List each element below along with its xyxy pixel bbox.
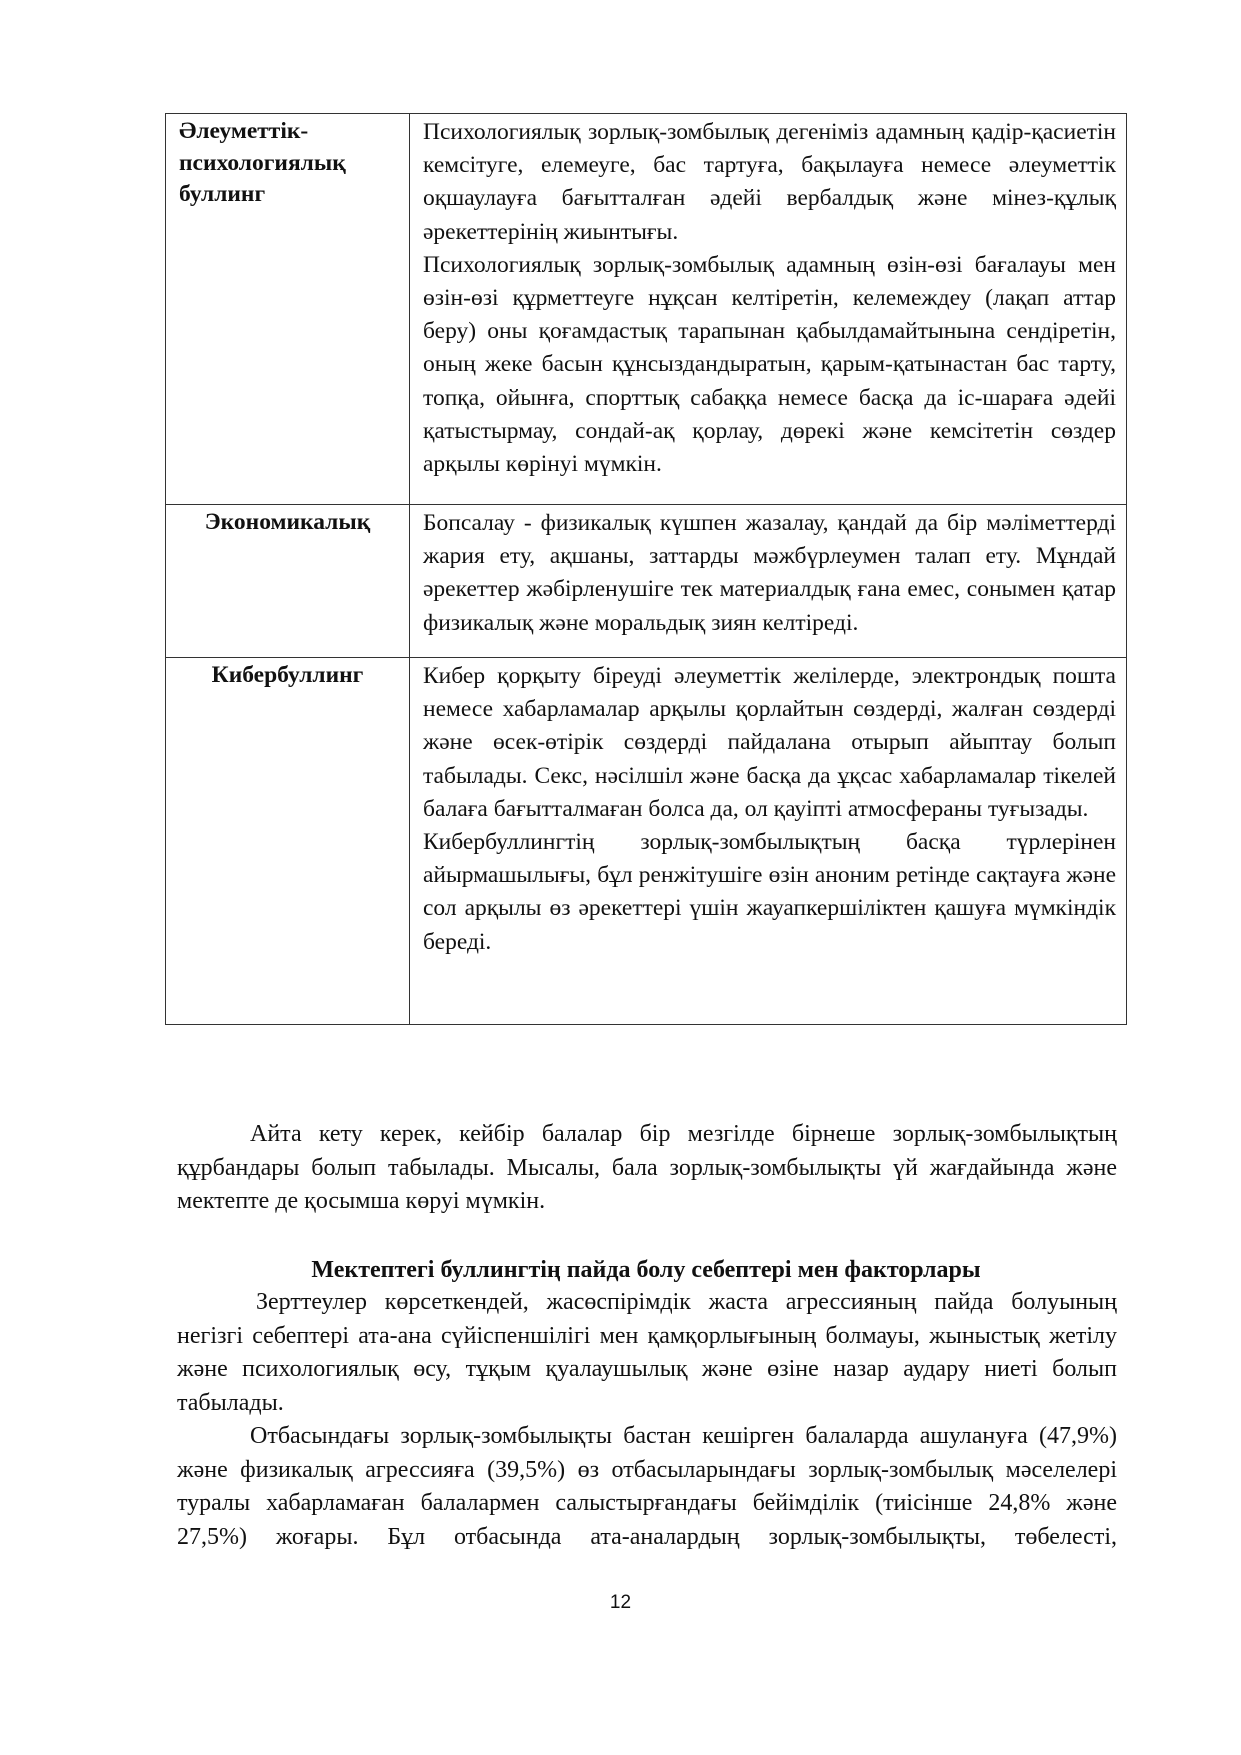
bullying-types-table bbox=[165, 113, 1127, 1025]
term-cell bbox=[166, 658, 410, 1025]
body-paragraph: Отбасындағы зорлық-зомбылықты бастан кешірген балаларда ашулануға (47,9%) және физикалық агрессияға (39,5%) өз отбасыларындағы зорлық-зомбылық мәселелері туралы хабарламаған балалармен салыстырғандағы бейімділік (тиісінше 24,8% және 27,5%) жоғары. Бұл отбасында ата-аналардың зорлық-зомбылықты, төбелесті, bbox=[177, 1423, 1117, 1550]
table-row bbox=[166, 658, 1127, 1025]
description-cell bbox=[410, 658, 1127, 1025]
body-paragraph: Айта кету керек, кейбір балалар бір мезгілде бірнеше зорлық-зомбылықтың құрбандары болып табылады. Мысалы, бала зорлық-зомбылықты үй жағдайында және мектепте де қосымша көруі мүмкін. bbox=[177, 1121, 1117, 1214]
section-body bbox=[177, 1286, 1117, 1554]
description-paragraph: Кибер қорқыту біреуді әлеуметтік желілерде, электрондық пошта немесе хабарламалар арқылы қорлайтын сөздерді, жалған сөздерді және өсек-өтірік сөздерді пайдалана отырып айыптау болып табылады. Секс, нәсілшіл және басқа да ұқсас хабарламалар тікелей балаға бағытталмаған болса да, ол қауіпті атмосфераны туғызады. bbox=[423, 663, 1116, 822]
term-cell bbox=[166, 505, 410, 658]
section-heading: Мектептегі буллингтің пайда болу себептері мен факторлары bbox=[311, 1257, 981, 1283]
page-number: 12 bbox=[609, 1592, 632, 1613]
term-label: Әлеуметтік-психологиялық буллинг bbox=[179, 118, 346, 207]
term-label: Экономикалық bbox=[204, 509, 371, 535]
term-label: Кибербуллинг bbox=[211, 662, 364, 688]
description-paragraph: Психологиялық зорлық-зомбылық адамның өзін-өзі бағалауы мен өзін-өзі құрметтеуге нұқсан келтіретін, келемеждеу (лақап аттар беру) оны қоғамдастық тарапынан қабылдамайтынына сендіретін, оның жеке басын құнсыздандыратын, қарым-қатынастан бас тарту, топқа, ойынға, спорттық сабаққа немесе басқа да іс-шараға әдейі қатыстырмау, сондай-ақ қорлау, дөрекі және кемсітетін сөздер арқылы көрінуі мүмкін. bbox=[423, 251, 1116, 478]
description-paragraph: Психологиялық зорлық-зомбылық дегеніміз адамның қадір-қасиетін кемсітуге, елемеуге, бас тартуға, бақылауға немесе әлеуметтік оқшаулауға бағытталған әдейі вербалдық және мінез-құлық әрекеттерінің жиынтығы. bbox=[423, 119, 1116, 245]
table-row bbox=[166, 114, 1127, 505]
table-row bbox=[166, 505, 1127, 658]
description-cell bbox=[410, 505, 1127, 658]
description-paragraph: Бопсалау - физикалық күшпен жазалау, қандай да бір мәліметтерді жария ету, ақшаны, заттарды мәжбүрлеумен талап ету. Мұндай әрекеттер жәбірленушіге тек материалдық ғана емес, сонымен қатар физикалық және моральдық зиян келтіреді. bbox=[423, 510, 1116, 636]
body-paragraph: Зерттеулер көрсеткендей, жасөспірімдік жаста агрессияның пайда болуының негізгі себептері ата-ана сүйіспеншілігі мен қамқорлығының болмауы, жыныстық жетілу және психологиялық өсу, тұқым қуалаушылық және өзіне назар аудару ниеті болып табылады. bbox=[177, 1289, 1117, 1416]
term-cell bbox=[166, 114, 410, 505]
description-paragraph: Кибербуллингтің зорлық-зомбылықтың басқа түрлерінен айырмашылығы, бұл ренжітушіге өзін аноним ретінде сақтауға және сол арқылы өз әрекеттері үшін жауапкершіліктен қашуға мүмкіндік береді. bbox=[423, 829, 1116, 955]
description-cell bbox=[410, 114, 1127, 505]
body-paragraph-block bbox=[177, 1118, 1117, 1219]
